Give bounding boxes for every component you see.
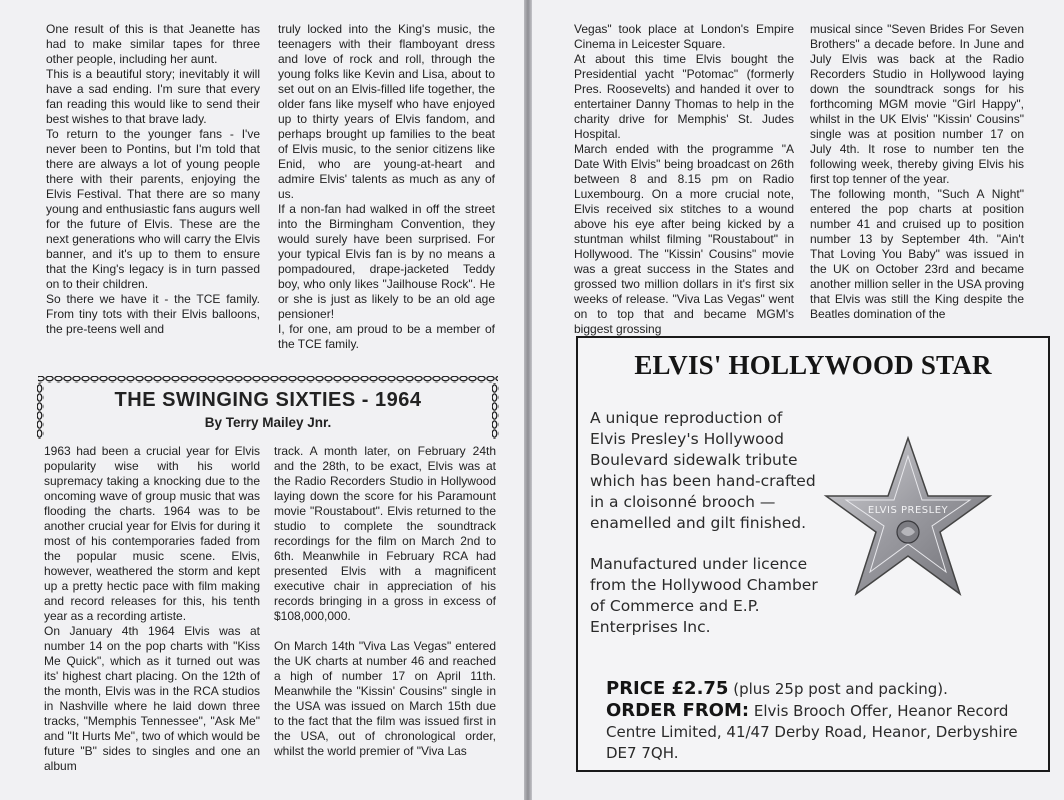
paragraph: So there we have it - the TCE family. From tiny tots with their Elvis balloons, the pre-teens well and (46, 292, 260, 336)
paragraph: Vegas" took place at London's Empire Cinema in Leicester Square. (574, 22, 794, 51)
right-page-column-2 (810, 22, 1024, 322)
paragraph: On March 14th "Viva Las Vegas" entered the UK charts at number 46 and reached a high of number 17 on April 11th. Meanwhile the "Kissin' Cousins" single in the USA was issued on March 15th due to the fact that the film was issued first in the USA, out of chronological order, whilst the world premier of "Viva Las (274, 639, 496, 758)
left-page-column-1 (46, 22, 260, 337)
paragraph: This is a beautiful story; inevitably it will have a sad ending. I'm sure that every fan reading this would like to send their best wishes to that brave lady. (46, 67, 260, 126)
article-header (36, 375, 500, 439)
order-label: ORDER FROM: (606, 700, 750, 721)
paragraph: truly locked into the King's music, the teenagers with their flamboyant dress and love of rock and roll, through the young folks like Kevin and Lisa, about to set out on an Elvis-filled life together, the older fans like myself who have enjoyed up to thirty years of Elvis fandom, and perhaps brought up families to the beat of Elvis music, to the senior citizens like Enid, who are young-at-heart and admire Elvis' talents as much as any of us. (278, 22, 495, 201)
star-brooch-icon (820, 434, 996, 602)
paragraph: I, for one, am proud to be a member of the TCE family. (278, 322, 495, 351)
paragraph: track. A month later, on February 24th and the 28th, to be exact, Elvis was at the Radio Recorders Studio in Hollywood laying down the score for his Paramount movie "Roustabout". Elvis returned to the studio to complete the soundtrack recordings for the film on March 2nd to 6th. Meanwhile in February RCA had presented Elvis with a magnificent executive chair in appreciation of his records bringing in a gross in excess of $108,000,000. (274, 444, 496, 623)
paragraph: At about this time Elvis bought the Presidential yacht "Potomac" (formerly Pres. Roosevelts) and handed it over to entertainer Danny Thomas to help in the charity drive for Memphis' St. Judes Hospital. (574, 52, 794, 141)
ad-licence: Manufactured under licence from the Hollywood Chamber of Commerce and E.P. Enterprises Inc. (590, 555, 818, 636)
price-label: PRICE £2.75 (606, 678, 729, 699)
ad-order-info (606, 678, 1036, 764)
ad-description: A unique reproduction of Elvis Presley's Hollywood Boulevard sidewalk tribute which has been hand-crafted in a cloisonné brooch — enamelled and gilt finished. (590, 409, 816, 532)
advertisement (576, 336, 1050, 772)
book-gutter (524, 0, 532, 800)
article-byline: By Terry Mailey Jnr. (204, 415, 332, 430)
paragraph: The following month, "Such A Night" entered the pop charts at position number 41 and cruised up to position number 13 by September 4th. "Ain't That Loving You Baby" was issued in the UK on October 23rd and became another million seller in the USA proving that Elvis was still the King despite the Beatles domination of the (810, 187, 1024, 321)
star-text: ELVIS PRESLEY (867, 505, 949, 516)
paragraph: 1963 had been a crucial year for Elvis popularity wise with his world supremacy taking a knocking due to the oncoming wave of group music that was flooding the charts. 1964 was to be another crucial year for Elvis for during it most of his contemporaries faded from the popular music scene. Elvis, however, weathered the storm and kept up a pretty hectic pace with film making and record releases for this, his tenth year as a recording artiste. (44, 444, 260, 623)
right-page (532, 0, 1064, 800)
paragraph: March ended with the programme "A Date With Elvis" being broadcast on 26th between 8 and 8.15 pm on Radio Luxembourg. On a more crucial note, Elvis received six stitches to a wound above his eye after being kicked by a stuntman whilst filming "Roustabout" in Hollywood. The "Kissin' Cousins" movie was a great success in the States and grossed two million dollars in it's first six weeks of release. "Viva Las Vegas" went on to top that and became MGM's biggest grossing (574, 142, 794, 336)
left-page-column-3 (44, 444, 260, 774)
left-page-column-2 (278, 22, 495, 352)
paragraph: musical since "Seven Brides For Seven Brothers" a decade before. In June and July Elvis was back at the Radio Recorders Studio in Hollywood laying down the soundtrack songs for his forthcoming MGM movie "Girl Happy", whilst in the UK Elvis' "Kissin' Cousins" single was at position number 17 on July 4th. It rose to number ten the following week, thereby giving Elvis his first top tenner of the year. (810, 22, 1024, 186)
article-title: THE SWINGING SIXTIES - 1964 (114, 389, 422, 411)
paragraph: On January 4th 1964 Elvis was at number 14 on the pop charts with "Kiss Me Quick", which as it turned out was its' highest chart placing. On the 12th of the month, Elvis was in the RCA studios in Nashville where he laid down three tracks, "Memphis Tennessee", "Ask Me" and "It Hurts Me", two of which would be future "B" sides to singles and one an album (44, 624, 260, 773)
ad-title: ELVIS' HOLLYWOOD STAR (634, 350, 992, 380)
right-page-column-1 (574, 22, 794, 337)
price-note: (plus 25p post and packing). (733, 680, 948, 698)
order-line (606, 700, 1036, 764)
price-line (606, 678, 1036, 700)
paragraph: One result of this is that Jeanette has had to make similar tapes for three other people, including her aunt. (46, 22, 260, 66)
paragraph: To return to the younger fans - I've never been to Pontins, but I'm told that there are always a lot of young people there with their parents, enjoying the Elvis Festival. That there are so many young and enthusiastic fans augurs well for the future of Elvis. These are the next generations who will carry the Elvis banner, and it's up to them to ensure that the King's legacy is in turn passed on to their children. (46, 127, 260, 291)
order-address: Elvis Brooch Offer, Heanor Record Centre Limited, 41/47 Derby Road, Heanor, Derbyshire DE7 7QH. (606, 702, 1018, 762)
paragraph: If a non-fan had walked in off the street into the Birmingham Convention, they would surely have been surprised. For your typical Elvis fan is by no means a pompadoured, drape-jacketed Teddy boy, who only likes "Jailhouse Rock". He or she is just as likely to be an old age pensioner! (278, 202, 495, 321)
left-page-column-4 (274, 444, 496, 759)
left-page (0, 0, 524, 800)
